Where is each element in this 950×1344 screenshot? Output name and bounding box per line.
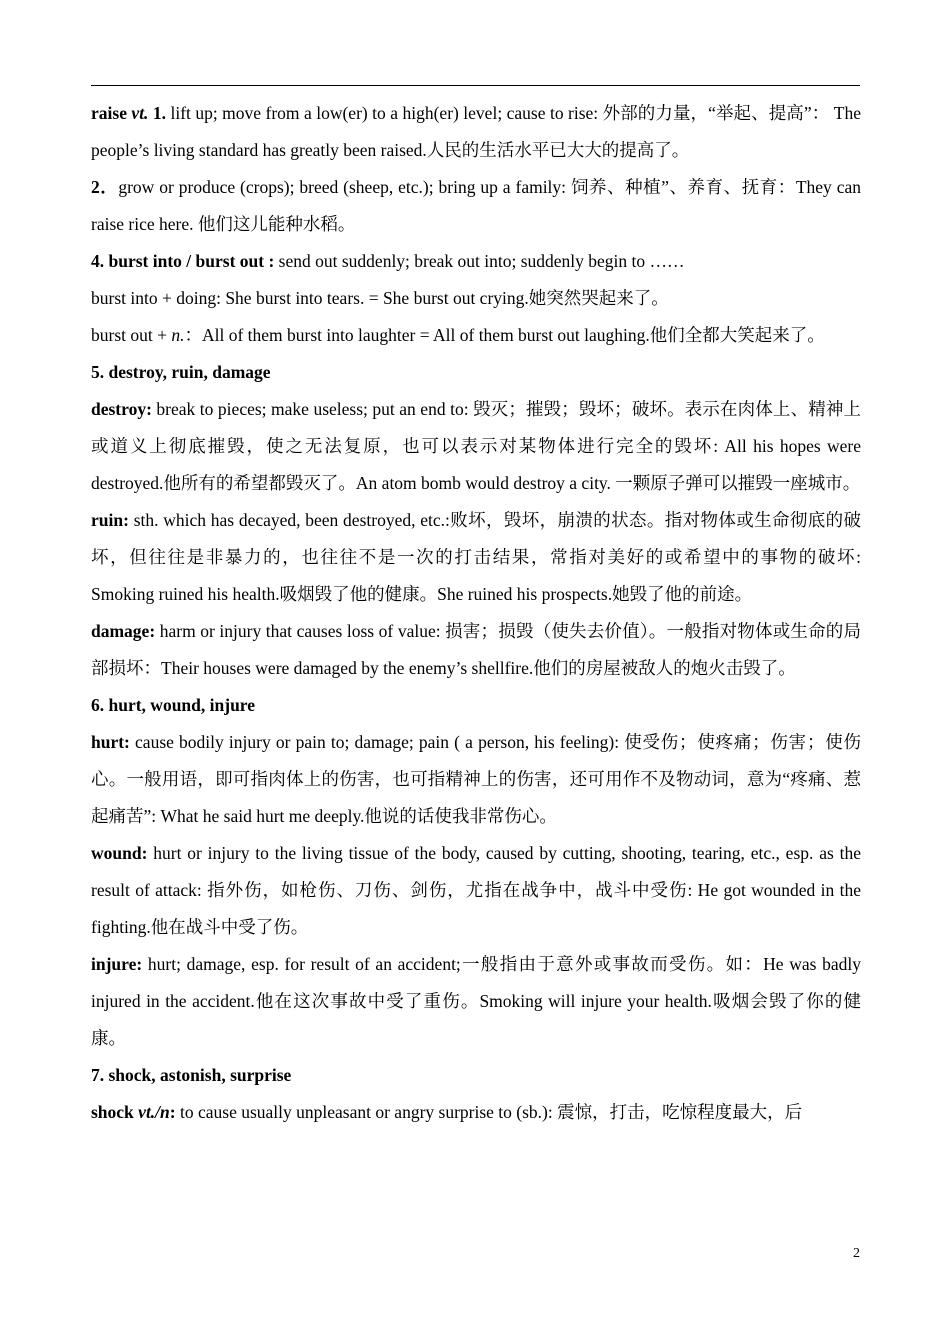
entry-injure [91, 946, 861, 1057]
term-raise: raise [91, 103, 127, 123]
entry-burst [91, 243, 861, 280]
definition-wound: hurt or injury to the living tissue of the body, caused by cutting, shooting, tearing, etc., esp. as the result of attack: 指外伤，如枪伤、刀伤、剑伤，尤指在战争中，战斗中受伤: He got wounded in the fighting.他在战斗中受了伤。 [91, 843, 861, 937]
example-burst-out: burst out + n.：All of them burst into laughter = All of them burst out laughing.他们全都大笑起来了。 [91, 325, 825, 345]
definition-raise: lift up; move from a low(er) to a high(er) level; cause to rise: 外部的力量，“举起、提高”： The people’s living standard has greatly been raised.人民的生活水平已大大的提高了。 [91, 103, 861, 160]
definition-ruin: sth. which has decayed, been destroyed, etc.:败坏，毁坏，崩溃的状态。指对物体或生命彻底的破坏，但往往是非暴力的，也往往不是一次的打击结果，常指对美好的或希望中的事物的破坏: Smoking ruined his health.吸烟毁了他的健康。She ruined his prospects.她毁了他的前途。 [91, 510, 861, 604]
definition-damage: harm or injury that causes loss of value: 损害；损毁（使失去价值）。一般指对物体或生命的局部损坏：Their houses were damaged by the enemy’s shellfire.他们的房屋被敌人的炮火击毁了。 [91, 621, 861, 678]
document-body [91, 95, 861, 1131]
term-damage: damage: [91, 621, 156, 641]
definition-burst: send out suddenly; break out into; suddenly begin to …… [274, 251, 685, 271]
term-hurt: hurt: [91, 732, 130, 752]
pos-shock: vt./n [133, 1102, 170, 1122]
sense-number: 1. [148, 103, 167, 123]
definition-hurt: cause bodily injury or pain to; damage; pain ( a person, his feeling): 使受伤；使疼痛；伤害；使伤心。一般用语，即可指肉体上的伤害，也可指精神上的伤害，还可用作不及物动词，意为“疼痛、惹起痛苦”: What he said hurt me deeply.他说的话使我非常伤心。 [91, 732, 861, 826]
entry-damage [91, 613, 861, 687]
page-number: 2 [853, 1246, 860, 1261]
definition-destroy: break to pieces; make useless; put an end to: 毁灭；摧毁；毁坏；破坏。表示在肉体上、精神上或道义上彻底摧毁，使之无法复原，也可以表示对某物体进行完全的毁坏: All his hopes were destroyed.他所有的希望都毁灭了。An atom bomb would destroy a city. 一颗原子弹可以摧毁一座城市。 [91, 399, 861, 493]
definition-injure: hurt; damage, esp. for result of an accident;一般指由于意外或事故而受伤。如：He was badly injured in the accident.他在这次事故中受了重伤。Smoking will injure your health.吸烟会毁了你的健康。 [91, 954, 861, 1048]
sense-number: 2． [91, 177, 119, 197]
section-heading-6: 6. hurt, wound, injure [91, 695, 256, 715]
definition-raise-2: grow or produce (crops); breed (sheep, etc.); bring up a family: 饲养、种植”、养育、抚育：They can raise rice here. 他们这儿能种水稻。 [91, 177, 862, 234]
term-shock: shock [91, 1102, 134, 1122]
term-injure: injure: [91, 954, 143, 974]
pos-raise: vt. [126, 103, 149, 123]
entry-ruin [91, 502, 861, 613]
term-destroy: destroy: [91, 399, 152, 419]
term-wound: wound: [91, 843, 148, 863]
entry-wound [91, 835, 861, 946]
section-heading-5: 5. destroy, ruin, damage [91, 362, 271, 382]
example-burst-into: burst into + doing: She burst into tears. = She burst out crying.她突然哭起来了。 [91, 288, 669, 308]
noun-abbrev: n. [171, 325, 185, 345]
header-rule [91, 85, 860, 86]
entry-hurt [91, 724, 861, 835]
entry-destroy [91, 391, 861, 502]
heading-burst: 4. burst into / burst out : [91, 251, 275, 271]
definition-shock: to cause usually unpleasant or angry surprise to (sb.): 震惊，打击，吃惊程度最大，后 [175, 1102, 803, 1122]
entry-shock: shock vt./n: to cause usually unpleasant or angry surprise to (sb.): 震惊，打击，吃惊程度最大，后 [91, 1102, 803, 1122]
entry-raise [91, 95, 861, 169]
entry-raise-sense-2 [91, 169, 861, 243]
section-heading-7: 7. shock, astonish, surprise [91, 1065, 292, 1085]
term-ruin: ruin: [91, 510, 129, 530]
